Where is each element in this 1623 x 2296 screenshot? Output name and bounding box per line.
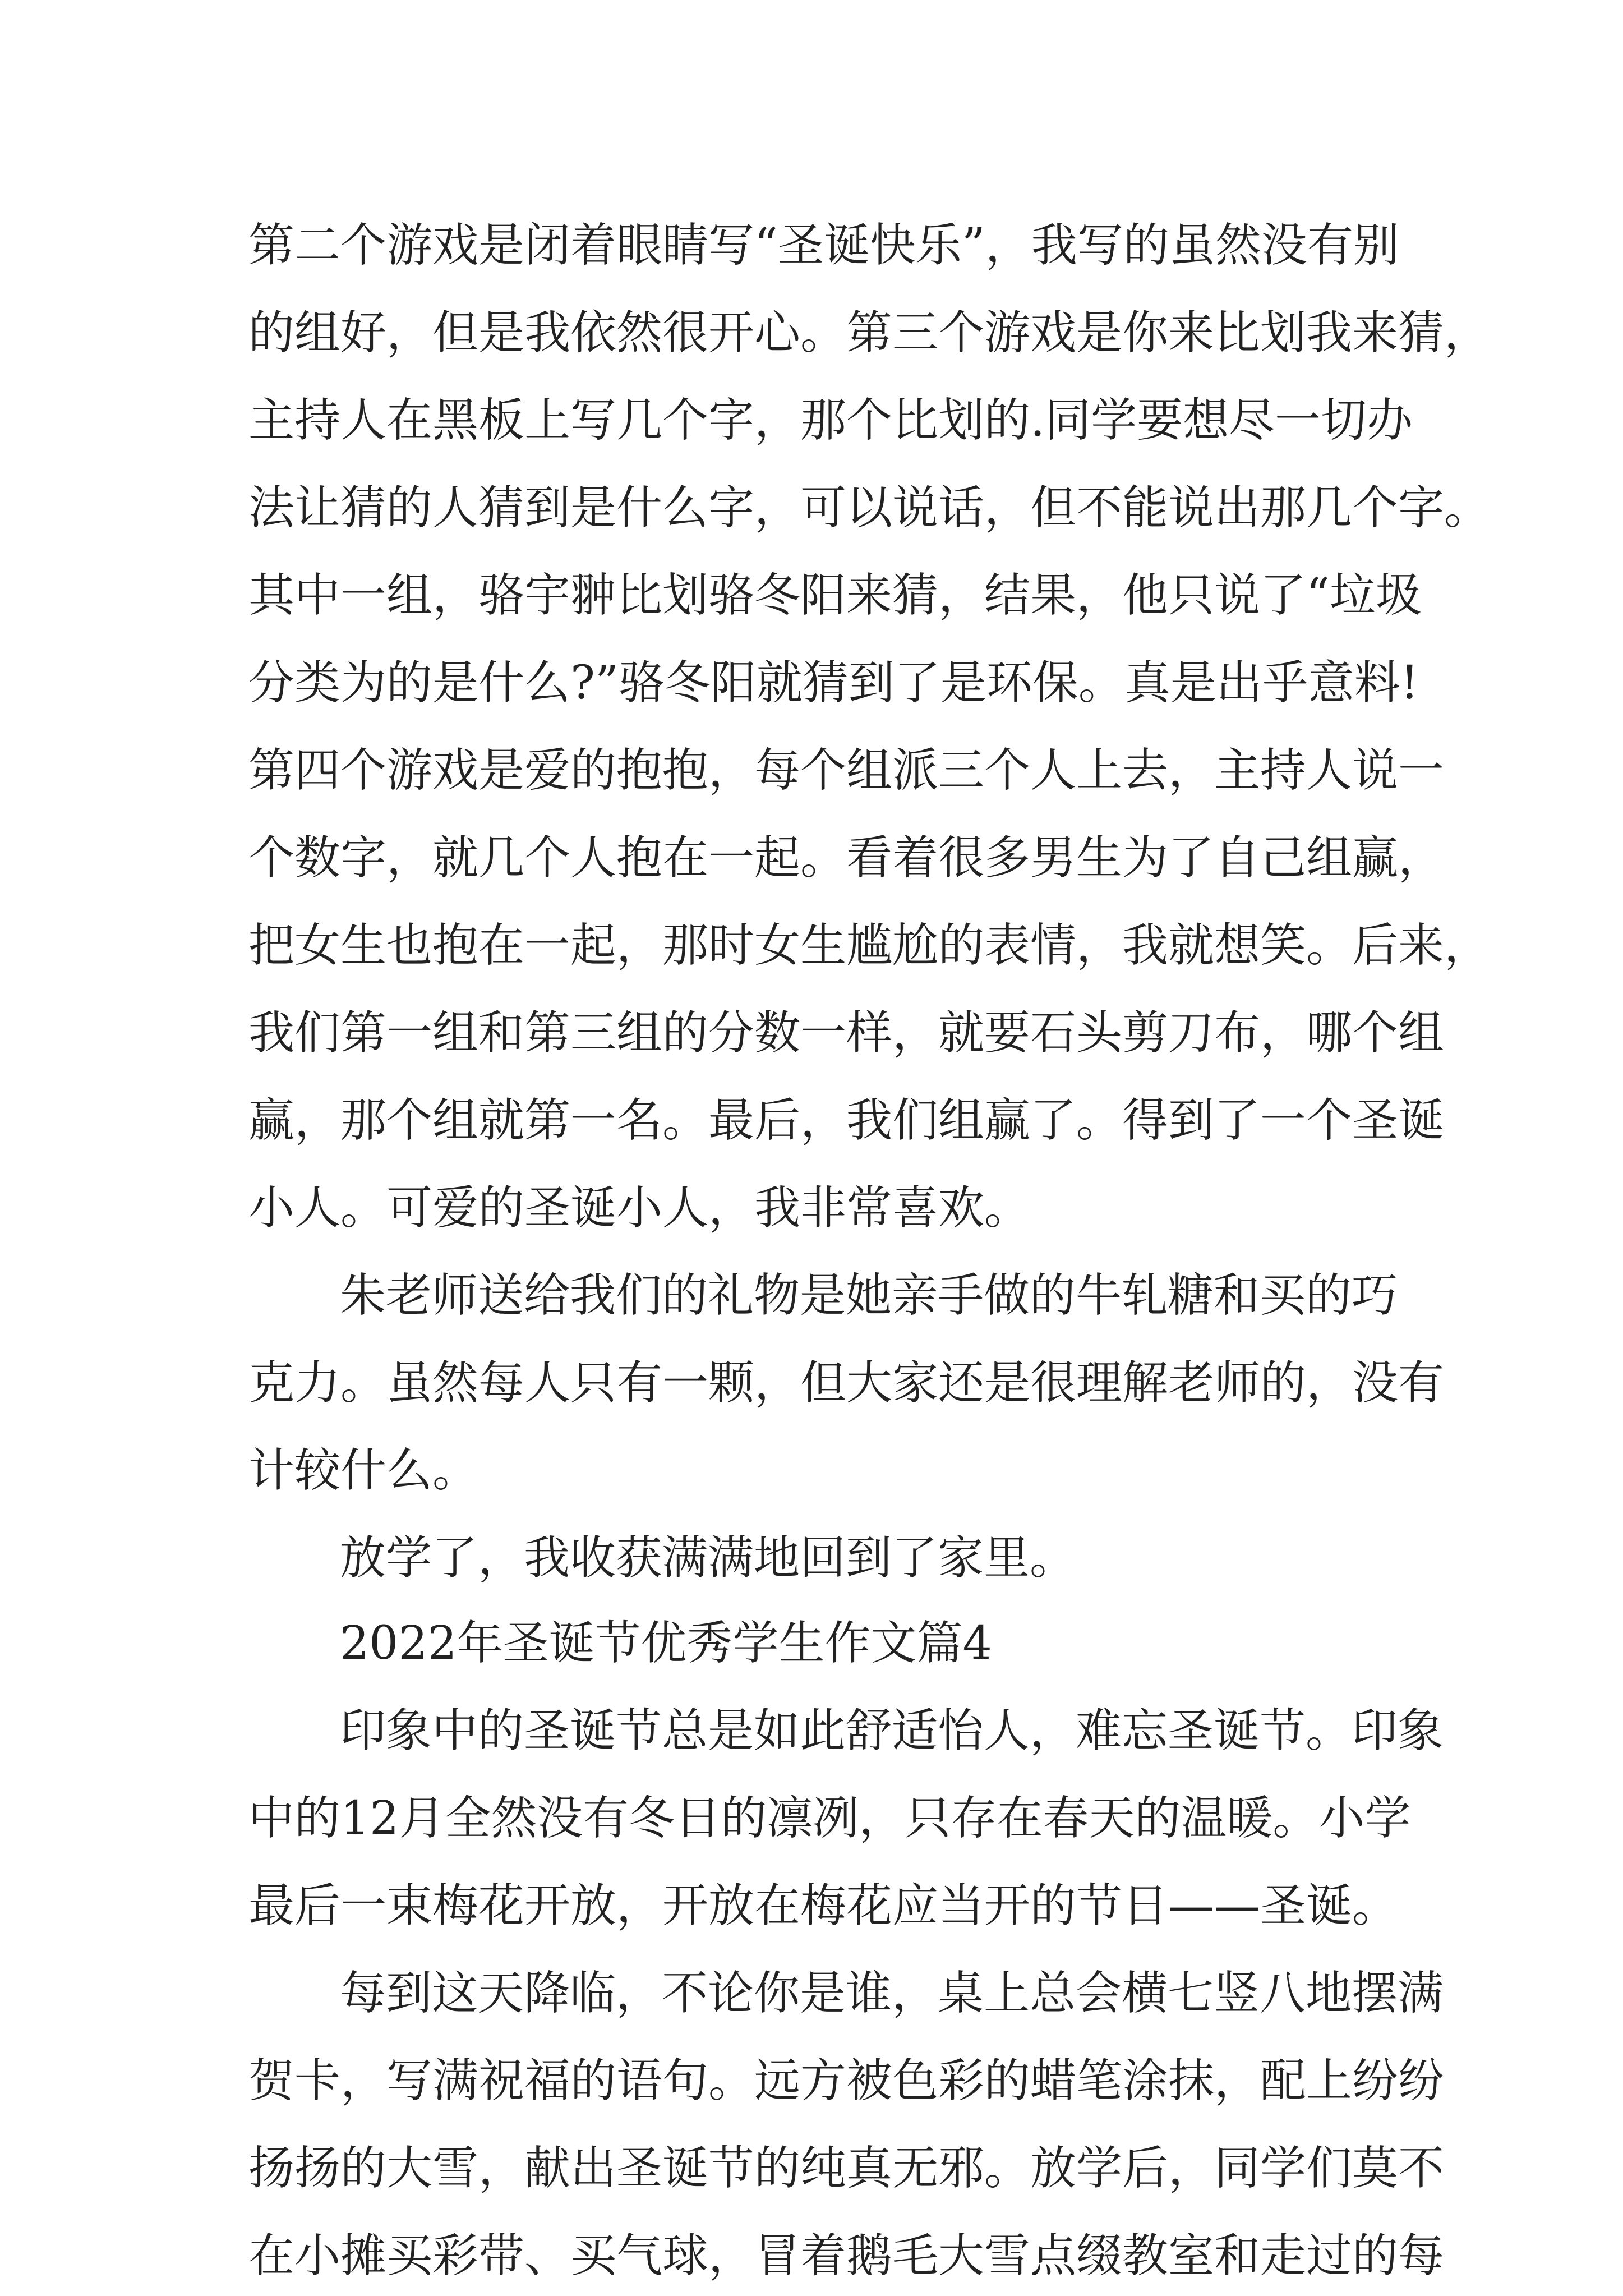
text-line: 在小摊买彩带、买气球，冒着鹅毛大雪点缀教室和走过的每: [248, 2229, 1445, 2283]
section-heading: 2022年圣诞节优秀学生作文篇4: [340, 1617, 992, 1670]
text-line: 最后一束梅花开放，开放在梅花应当开的节日——圣诞。: [248, 1879, 1399, 1932]
text-line: 赢，那个组就第一名。最后，我们组赢了。得到了一个圣诞: [248, 1094, 1445, 1147]
paragraph-first-line: 每到这天降临，不论你是谁，桌上总会横七竖八地摆满: [340, 1967, 1444, 2020]
text-line: 克力。虽然每人只有一颗，但大家还是很理解老师的，没有: [248, 1356, 1445, 1410]
text-line: 中的12月全然没有冬日的凛冽，只存在春天的温暖。小学: [248, 1792, 1411, 1845]
text-line: 个数字，就几个人抱在一起。看着很多男生为了自己组赢，: [248, 831, 1445, 885]
text-line: 扬扬的大雪，献出圣诞节的纯真无邪。放学后，同学们莫不: [248, 2142, 1445, 2195]
text-line: 我们第一组和第三组的分数一样，就要石头剪刀布，哪个组: [248, 1006, 1445, 1060]
paragraph-first-line: 放学了，我收获满满地回到了家里。: [340, 1531, 1076, 1585]
text-line: 分类为的是什么?”骆冬阳就猜到了是环保。真是出乎意料!: [248, 656, 1419, 710]
text-line: 主持人在黑板上写几个字，那个比划的.同学要想尽一切办: [248, 394, 1413, 447]
text-line: 的组好，但是我依然很开心。第三个游戏是你来比划我来猜，: [248, 306, 1491, 360]
text-line: 其中一组，骆宇翀比划骆冬阳来猜，结果，他只说了“垃圾: [248, 569, 1422, 622]
paragraph-first-line: 朱老师送给我们的礼物是她亲手做的牛轧糖和买的巧: [340, 1269, 1398, 1322]
text-line: 第二个游戏是闭着眼睛写“圣诞快乐”，我写的虽然没有别: [248, 219, 1399, 272]
text-line: 把女生也抱在一起，那时女生尴尬的表情，我就想笑。后来，: [248, 919, 1491, 972]
text-line: 计较什么。: [248, 1444, 479, 1497]
text-line: 第四个游戏是爱的抱抱，每个组派三个人上去，主持人说一: [248, 744, 1445, 797]
text-line: 法让猜的人猜到是什么字，可以说话，但不能说出那几个字。: [248, 481, 1491, 535]
paragraph-first-line: 印象中的圣诞节总是如此舒适怡人，难忘圣诞节。印象: [340, 1704, 1444, 1757]
text-line: 小人。可爱的圣诞小人，我非常喜欢。: [248, 1181, 1031, 1235]
text-line: 贺卡，写满祝福的语句。远方被色彩的蜡笔涂抹，配上纷纷: [248, 2054, 1445, 2108]
